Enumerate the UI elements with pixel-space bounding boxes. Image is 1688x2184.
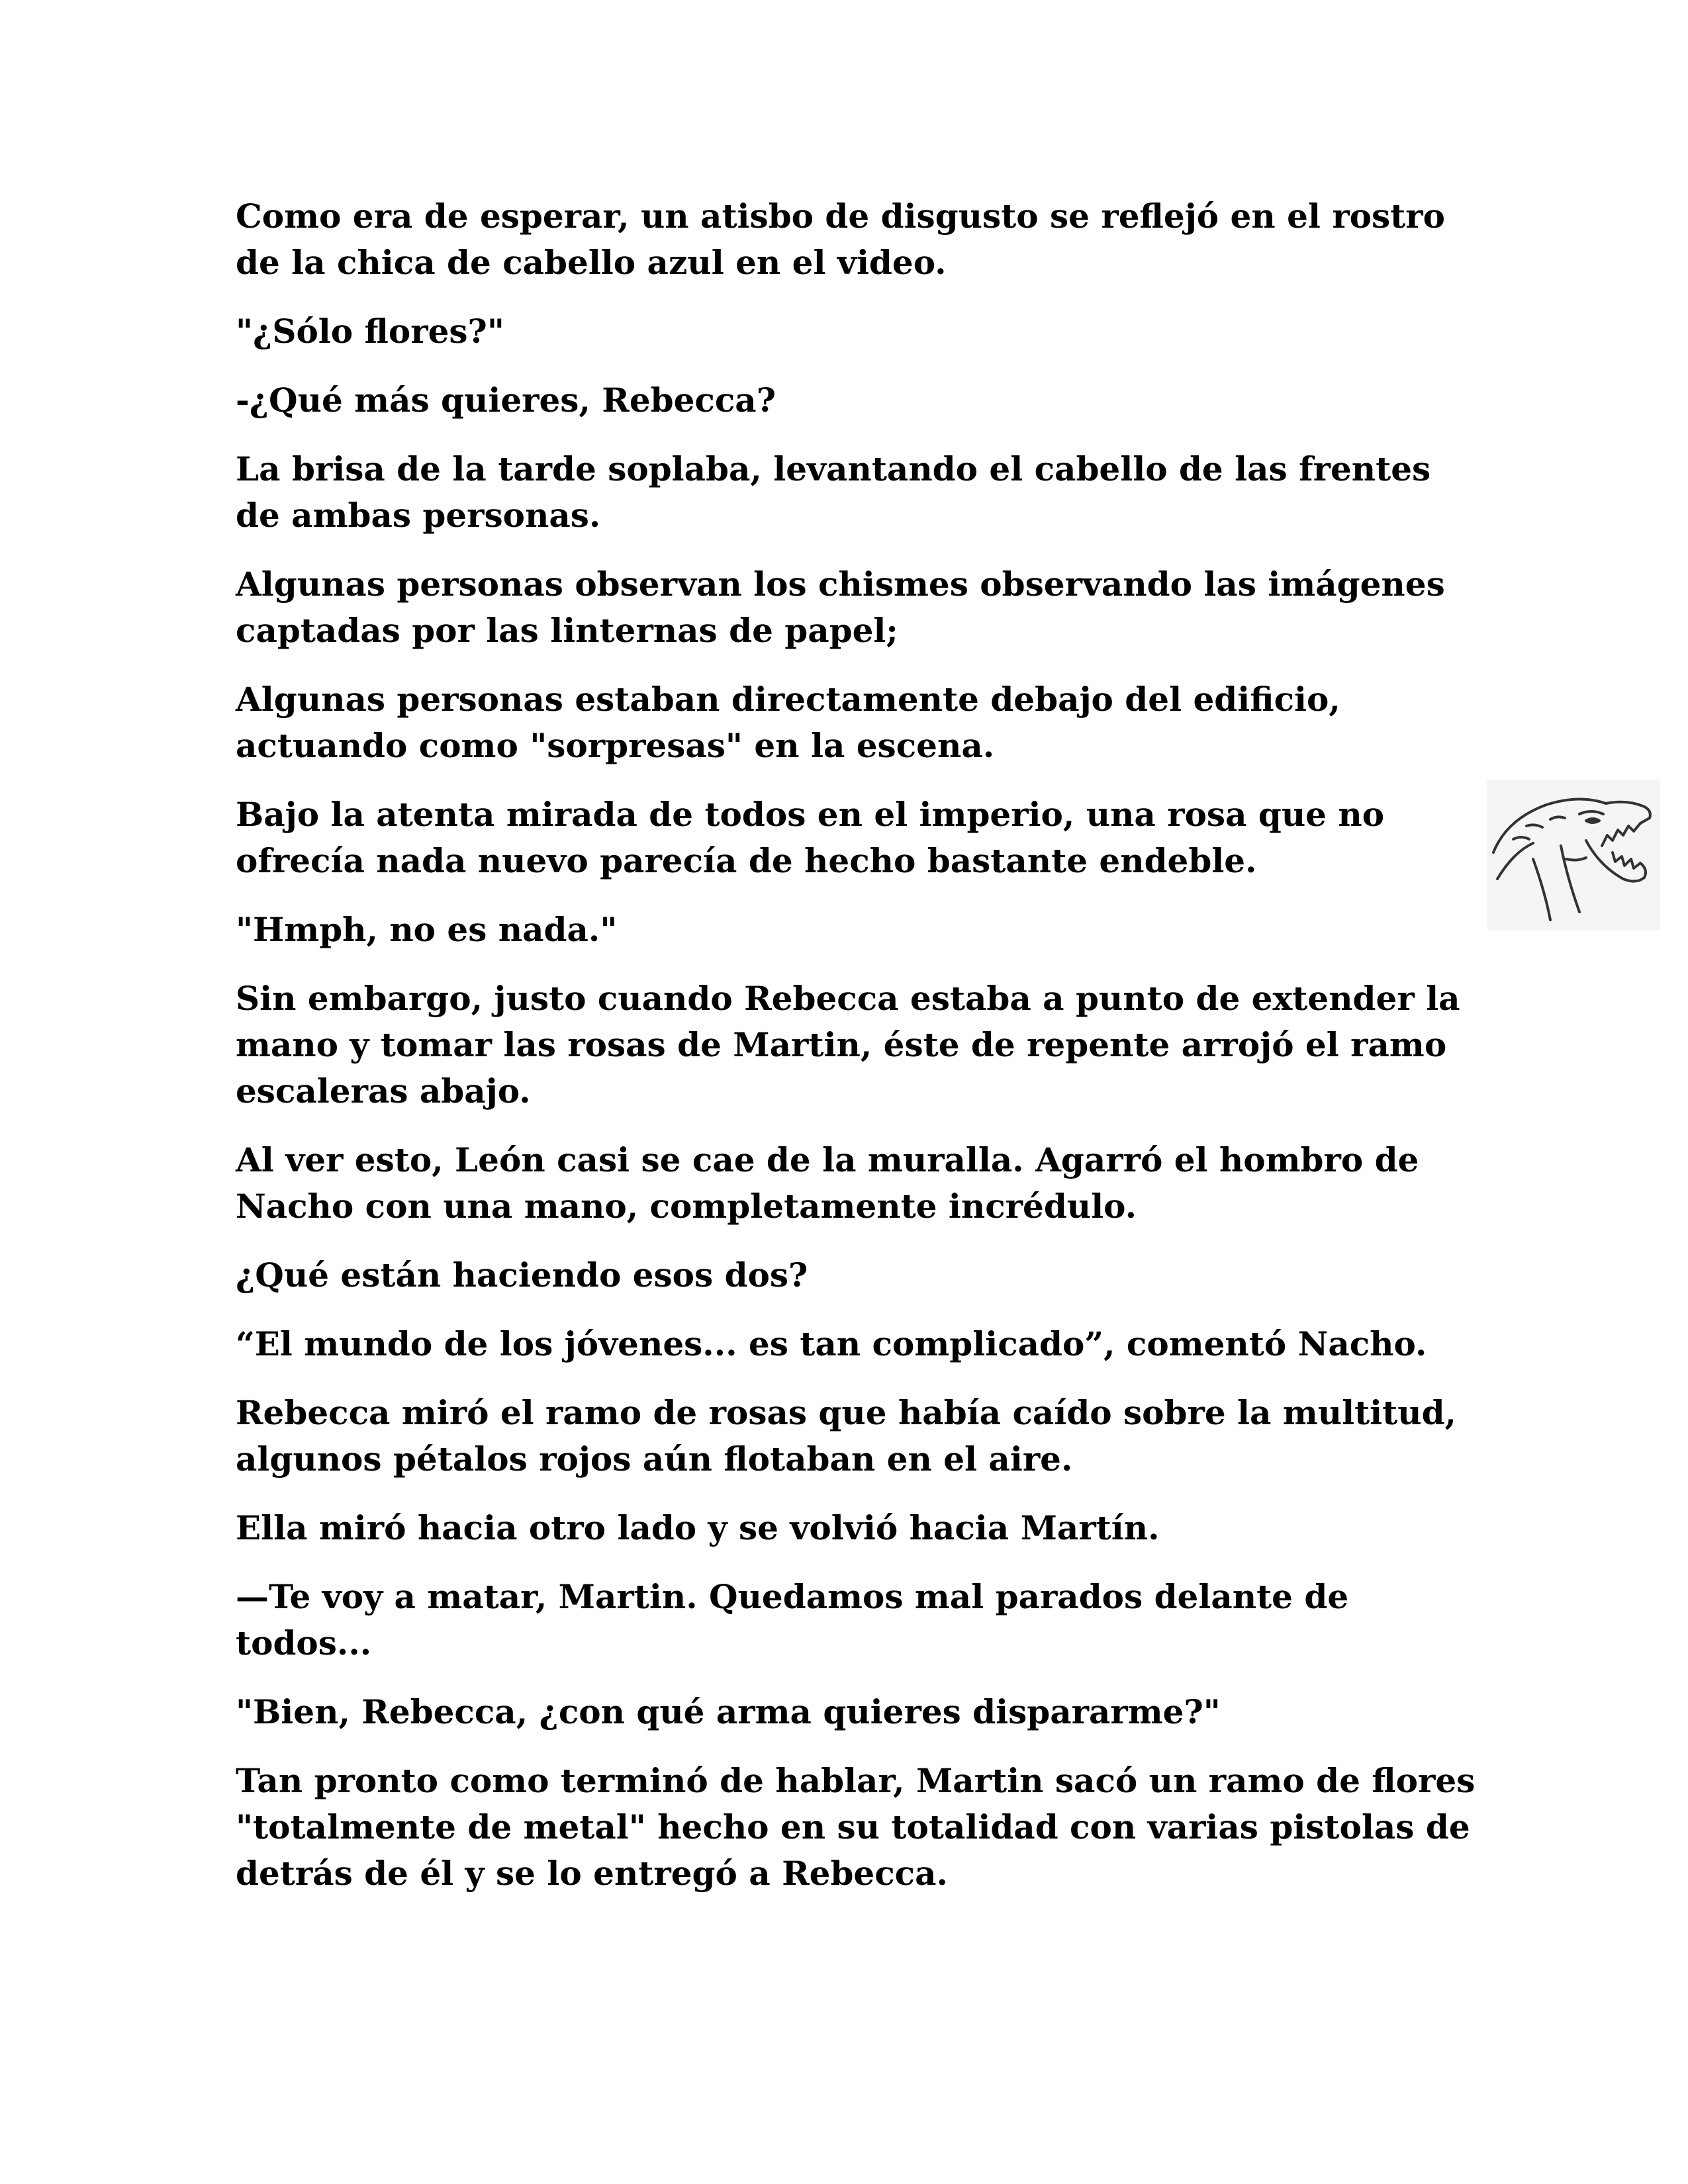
paragraph-13: Rebecca miró el ramo de rosas que había caído sobre la multitud, algunos pétalos rojos aún flotaban en el aire.	[236, 1393, 1456, 1479]
paragraph-16: "Bien, Rebecca, ¿con qué arma quieres dispararme?"	[236, 1692, 1221, 1731]
paragraph-10: Al ver esto, León casi se cae de la muralla. Agarró el hombro de Nacho con una mano, completamente incrédulo.	[236, 1140, 1419, 1226]
paragraph-12: “El mundo de los jóvenes... es tan complicado”, comentó Nacho.	[236, 1324, 1427, 1363]
paragraph-11: ¿Qué están haciendo esos dos?	[236, 1255, 808, 1295]
paragraph-9: Sin embargo, justo cuando Rebecca estaba a punto de extender la mano y tomar las rosas de Martin, éste de repente arrojó el ramo escaleras abajo.	[236, 979, 1460, 1111]
paragraph-8: "Hmph, no es nada."	[236, 910, 618, 949]
dinosaur-head-icon	[1487, 780, 1660, 931]
paragraph-5: Algunas personas observan los chismes observando las imágenes captadas por las linternas de papel;	[236, 565, 1445, 650]
paragraph-17: Tan pronto como terminó de hablar, Martin sacó un ramo de flores "totalmente de metal" hecho en su totalidad con varias pistolas de detrás de él y se lo entregó a Rebecca.	[236, 1761, 1476, 1893]
paragraph-14: Ella miró hacia otro lado y se volvió hacia Martín.	[236, 1508, 1160, 1547]
paragraph-7: Bajo la atenta mirada de todos en el imperio, una rosa que no ofrecía nada nuevo parecía de hecho bastante endeble.	[236, 795, 1385, 880]
body-text	[236, 193, 1480, 1919]
paragraph-15: —Te voy a matar, Martin. Quedamos mal parados delante de todos...	[236, 1577, 1349, 1662]
paragraph-1: Como era de esperar, un atisbo de disgusto se reflejó en el rostro de la chica de cabello azul en el video.	[236, 197, 1445, 282]
paragraph-6: Algunas personas estaban directamente debajo del edificio, actuando como "sorpresas" en la escena.	[236, 680, 1340, 765]
paragraph-4: La brisa de la tarde soplaba, levantando el cabello de las frentes de ambas personas.	[236, 449, 1431, 535]
paragraph-3: -¿Qué más quieres, Rebecca?	[236, 381, 776, 420]
paragraph-2: "¿Sólo flores?"	[236, 312, 504, 351]
